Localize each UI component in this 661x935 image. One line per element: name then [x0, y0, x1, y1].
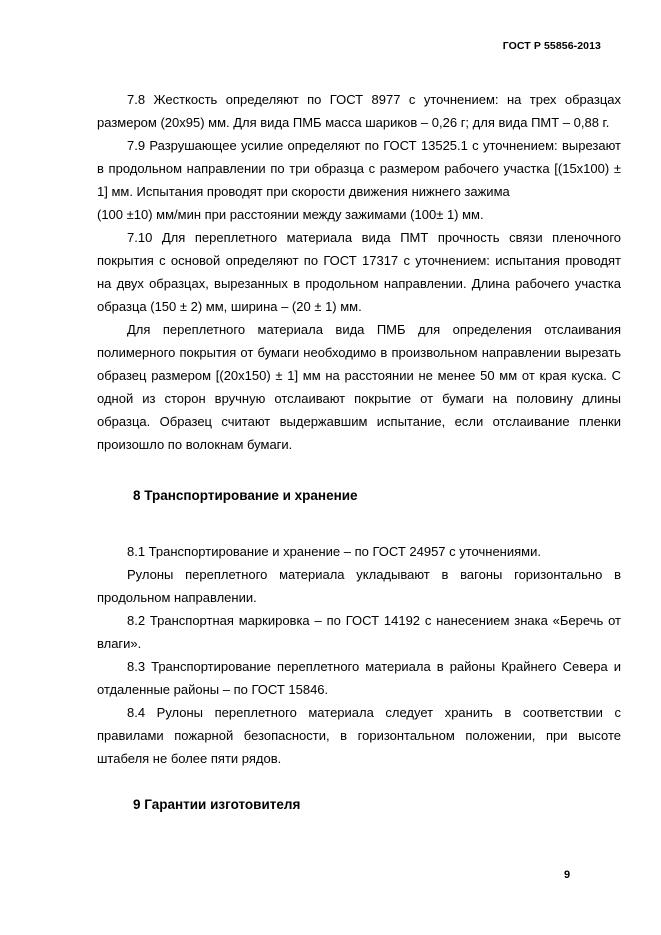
paragraph-8-1: 8.1 Транспортирование и хранение – по ГОСТ 24957 с уточнениями. — [127, 544, 541, 559]
paragraph-rolls-placement: Рулоны переплетного материала укладывают в вагоны горизонтально в продольном направлении. — [97, 567, 621, 605]
section-title-9: 9 Гарантии изготовителя — [133, 797, 301, 812]
paragraph-7-8: 7.8 Жесткость определяют по ГОСТ 8977 с уточнением: на трех образцах размером (20х95) мм. Для вида ПМБ масса шариков – 0,26 г; для вида ПМТ – 0,88 г. — [97, 92, 621, 130]
paragraph-7-9: 7.9 Разрушающее усилие определяют по ГОСТ 13525.1 с уточнением: вырезают в продольном направлении по три образца с размером рабочего участка [(15х100) ± 1] мм. Испытания проводят при скорости движения нижнего зажима — [97, 138, 621, 199]
paragraph-7-10: 7.10 Для переплетного материала вида ПМТ прочность связи пленочного покрытия с основой определяют по ГОСТ 17317 с уточнением: испытания проводят на двух образцах, вырезанных в продольном направлении. Длина рабочего участка образца (150 ± 2) мм, ширина – (20 ± 1) мм. — [97, 230, 621, 314]
standard-id-header: ГОСТ Р 55856-2013 — [502, 40, 601, 52]
paragraph-8-2: 8.2 Транспортная маркировка – по ГОСТ 14192 с нанесением знака «Беречь от влаги». — [97, 613, 621, 651]
section-title-8: 8 Транспортирование и хранение — [133, 488, 358, 503]
page-number: 9 — [564, 869, 571, 881]
paragraph-8-4: 8.4 Рулоны переплетного материала следует хранить в соответствии с правилами пожарной безопасности, в горизонтальном положении, при высоте штабеля не более пяти рядов. — [97, 705, 621, 766]
document-body — [97, 88, 621, 816]
paragraph-7-9-continued: (100 ±10) мм/мин при расстоянии между зажимами (100± 1) мм. — [97, 207, 484, 222]
paragraph-pmb-peeling: Для переплетного материала вида ПМБ для определения отслаивания полимерного покрытия от бумаги необходимо в произвольном направлении вырезать образец размером [(20х150) ± 1] мм на расстоянии не менее 50 мм от края куска. С одной из сторон вручную отслаивают покрытие от бумаги на половину длины образца. Образец считают выдержавшим испытание, если отслаивание пленки произошло по волокнам бумаги. — [97, 322, 621, 452]
paragraph-8-3: 8.3 Транспортирование переплетного материала в районы Крайнего Севера и отдаленные районы – по ГОСТ 15846. — [97, 659, 621, 697]
